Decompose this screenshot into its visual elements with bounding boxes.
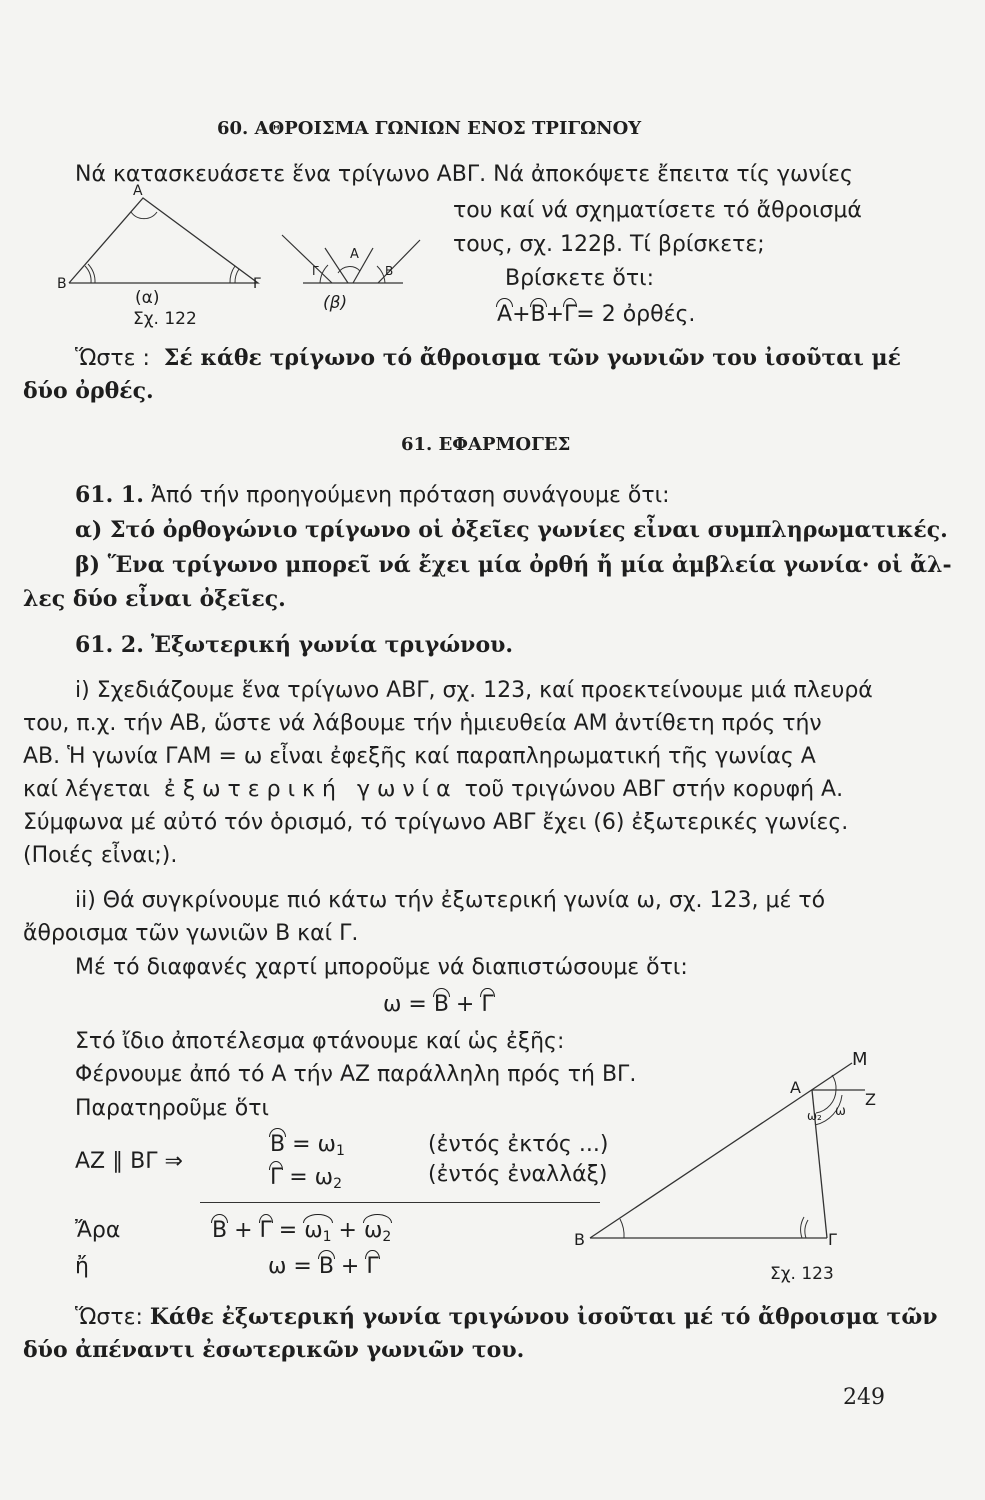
figure-122 — [55, 180, 455, 330]
equation-omega: ω = Β + Γ — [383, 992, 494, 1017]
final-statement-1: Ὥστε: Κάθε ἐξωτερική γωνία τριγώνου ἰσοῦται μέ τό ἄθροισμα τῶν — [75, 1304, 938, 1330]
s60-line-3: τους, σχ. 122β. Τί βρίσκετε; — [453, 232, 765, 257]
derivation-row-2: $\Gamma = \omega_2$ — [270, 1165, 343, 1192]
triangle-abc-a — [57, 183, 261, 292]
s61-1-b-2: λες δύο εἶναι ὀξεῖες. — [23, 586, 286, 612]
derivation-row-2-note: (ἐντός ἐναλλάξ) — [428, 1162, 608, 1187]
fig123-label-w: ω — [835, 1104, 846, 1119]
s60-conclusion-1: Ὥστε : Σέ κάθε τρίγωνο τό ἄθροισμα τῶν γωνιῶν του ἰσοῦται μέ — [75, 345, 901, 371]
fig123-label-B: B — [574, 1230, 585, 1249]
fig122-label-a: (α) — [135, 288, 160, 308]
s61-2-i-4: καί λέγεται ἐξωτερική γωνία τοῦ τριγώνου ΑΒΓ στήν κορυφή Α. — [23, 777, 844, 802]
s60-line-4: Βρίσκετε ὅτι: — [505, 266, 654, 291]
fig122b-label-B: B — [385, 264, 394, 278]
derivation-row-1-note: (ἐντός ἐκτός ...) — [428, 1132, 609, 1157]
fig122b-label-A: A — [350, 247, 359, 262]
derivation-row-4-label: ἤ — [75, 1254, 89, 1279]
s61-2-i-3: ΑΒ. Ἡ γωνία ΓΑΜ = ω εἶναι ἐφεξῆς καί παραπληρωματική τῆς γωνίας Α — [23, 744, 816, 769]
s61-2-ii-1: ii) Θά συγκρίνουμε πιό κάτω τήν ἐξωτερική γωνία ω, σχ. 123, μέ τό — [75, 888, 826, 913]
derivation-row-1: $B = \omega_1$ — [270, 1132, 345, 1159]
figure-123 — [560, 1045, 890, 1295]
fig123-caption: Σχ. 123 — [770, 1264, 834, 1284]
fig123-label-Z: Z — [865, 1090, 876, 1109]
derivation-divider — [200, 1202, 600, 1203]
s61-2-ii-4: Στό ἴδιο ἀποτέλεσμα φτάνουμε καί ὡς ἐξῆς: — [75, 1029, 565, 1054]
page-number: 249 — [843, 1385, 885, 1410]
s60-line-1: Νά κατασκευάσετε ἕνα τρίγωνο ΑΒΓ. Νά ἀποκόψετε ἔπειτα τίς γωνίες — [75, 162, 853, 187]
s61-2-i-1: i) Σχεδιάζουμε ἕνα τρίγωνο ΑΒΓ, σχ. 123, καί προεκτείνουμε μιά πλευρά — [75, 678, 873, 703]
s60-conclusion-2: δύο ὀρθές. — [23, 378, 154, 404]
angle-arrangement-b — [282, 235, 420, 283]
s61-2-heading: 61. 2. Ἐξωτερική γωνία τριγώνου. — [75, 632, 514, 658]
s60-line-2: του καί νά σχηματίσετε τό ἄθροισμά — [453, 198, 862, 223]
fig122-label-b: (β) — [323, 293, 348, 313]
s61-1-a: α) Στό ὀρθογώνιο τρίγωνο οἱ ὀξεῖες γωνίες εἶναι συμπληρωματικές. — [75, 517, 948, 543]
angle-sum-formula: Α+Β+Γ= 2 ὀρθές. — [497, 302, 696, 327]
s61-2-i-2: του, π.χ. τήν ΑΒ, ὥστε νά λάβουμε τήν ἡμιευθεία ΑΜ ἀντίθετη πρός τήν — [23, 711, 822, 736]
s61-2-ii-3: Μέ τό διαφανές χαρτί μποροῦμε νά διαπιστώσουμε ὅτι: — [75, 955, 688, 980]
line-BM — [590, 1063, 852, 1238]
fig123-label-M: M — [852, 1049, 868, 1070]
s61-2-i-6: (Ποιές εἶναι;). — [23, 843, 178, 868]
s61-2-ii-2: ἄθροισμα τῶν γωνιῶν Β καί Γ. — [23, 921, 359, 946]
fig122-caption: Σχ. 122 — [133, 309, 197, 329]
derivation-row-3: $B + \Gamma = \omega_1 + \omega_2$ — [212, 1218, 392, 1245]
derivation-row-3-label: Ἄρα — [75, 1218, 121, 1243]
fig123-label-G: Γ — [828, 1230, 837, 1249]
s61-1-line: 61. 1. Ἀπό τήν προηγούμενη πρόταση συνάγουμε ὅτι: — [75, 482, 670, 508]
fig122-label-B: B — [57, 276, 67, 292]
fig122-label-A: A — [133, 183, 143, 199]
derivation-row-4: ω = B + Γ — [268, 1254, 379, 1279]
fig123-label-w2: ω₂ — [807, 1109, 822, 1123]
s61-2-i-5: Σύμφωνα μέ αὐτό τόν ὁρισμό, τό τρίγωνο ΑΒΓ ἔχει (6) ἐξωτερικές γωνίες. — [23, 810, 849, 835]
fig123-label-A: A — [790, 1078, 801, 1097]
derivation-row-2-condition: ΑΖ ∥ ΒΓ ⇒ — [75, 1149, 183, 1174]
s61-1-b-1: β) Ἕνα τρίγωνο μπορεῖ νά ἔχει μία ὀρθή ἤ μία ἀμβλεία γωνία· οἱ ἄλ- — [75, 552, 952, 578]
s61-2-ii-5: Φέρνουμε ἀπό τό Α τήν ΑΖ παράλληλη πρός τή ΒΓ. — [75, 1062, 637, 1087]
fig122b-label-G: Γ — [312, 264, 319, 278]
s61-2-ii-6: Παρατηροῦμε ὅτι — [75, 1096, 269, 1121]
section-60-title: 60. ΑΘΡΟΙΣΜΑ ΓΩΝΙΩΝ ΕΝΟΣ ΤΡΙΓΩΝΟΥ — [217, 118, 642, 139]
final-statement-2: δύο ἀπέναντι ἐσωτερικῶν γωνιῶν του. — [23, 1337, 525, 1363]
section-61-title: 61. ΕΦΑΡΜΟΓΕΣ — [401, 434, 571, 455]
fig122-label-G: Γ — [253, 276, 261, 292]
